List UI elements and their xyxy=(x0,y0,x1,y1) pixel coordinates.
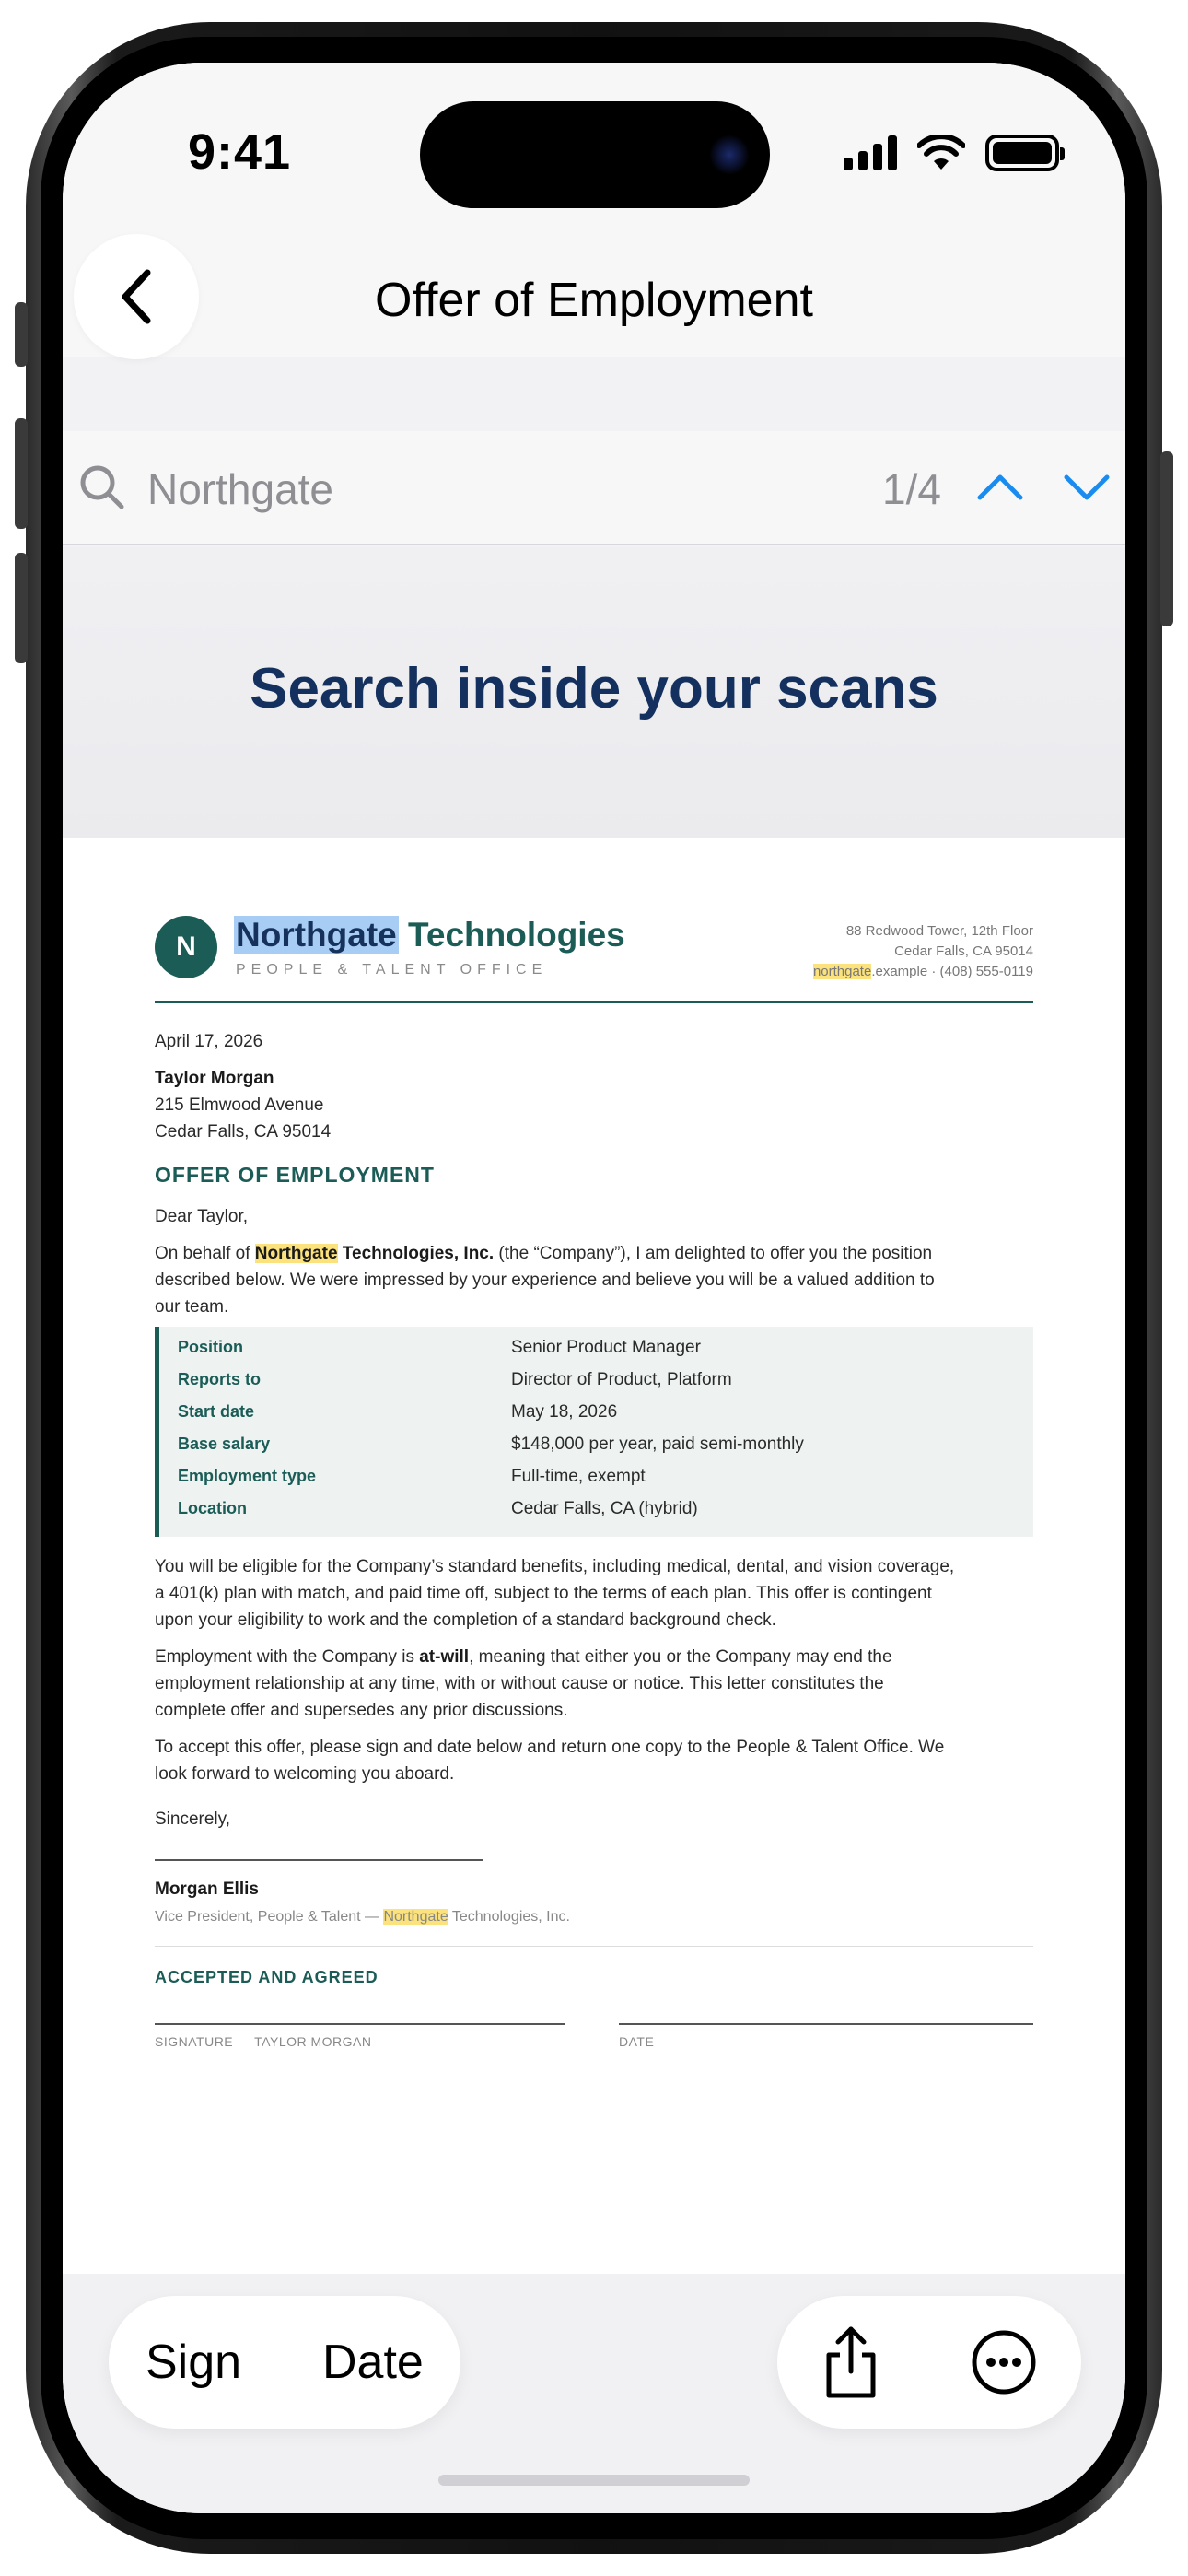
detail-label: Position xyxy=(178,1338,243,1356)
table-row xyxy=(178,1434,1025,1466)
next-match-button[interactable] xyxy=(1063,468,1111,505)
signer-signature-line xyxy=(155,1859,483,1861)
address-line: 88 Redwood Tower, 12th Floor xyxy=(845,923,1033,939)
acceptance-date-line[interactable] xyxy=(619,2023,1033,2025)
section-divider xyxy=(155,1946,1033,1947)
detail-label: Base salary xyxy=(178,1434,271,1453)
atwill-paragraph-line: employment relationship at any time, with or without cause or notice. This letter constitutes the xyxy=(155,1674,884,1693)
page-title: Offer of Employment xyxy=(375,274,813,327)
ellipsis-circle-icon[interactable] xyxy=(967,2325,1041,2399)
closing: Sincerely, xyxy=(155,1809,231,1829)
office-name: PEOPLE & TALENT OFFICE xyxy=(236,962,548,978)
benefits-paragraph-line: a 401(k) plan with match, and paid time off, subject to the terms of each plan. This offer is contingent xyxy=(155,1584,932,1603)
company-address xyxy=(813,921,1033,982)
previous-match-button[interactable] xyxy=(976,468,1024,505)
detail-label: Employment type xyxy=(178,1467,317,1485)
signer-title-text: Technologies, Inc. xyxy=(448,1909,570,1925)
date-button[interactable]: Date xyxy=(322,2336,424,2389)
accept-paragraph-line: look forward to welcoming you aboard. xyxy=(155,1764,455,1784)
detail-value: May 18, 2026 xyxy=(511,1402,618,1422)
detail-value: Senior Product Manager xyxy=(511,1338,701,1357)
intro-paragraph-line: described below. We were impressed by your experience and believe you will be a valued addition to xyxy=(155,1270,935,1290)
company-logo: N xyxy=(155,916,217,978)
screen xyxy=(63,63,1125,2513)
home-indicator xyxy=(438,2475,750,2486)
recipient-name: Taylor Morgan xyxy=(155,1069,274,1088)
recipient-street: 215 Elmwood Avenue xyxy=(155,1095,324,1115)
benefits-paragraph-line: upon your eligibility to work and the completion of a standard background check. xyxy=(155,1610,776,1630)
detail-value: $148,000 per year, paid semi-monthly xyxy=(511,1434,804,1454)
status-bar xyxy=(63,63,1125,247)
detail-value: Full-time, exempt xyxy=(511,1467,646,1486)
accept-paragraph-line: To accept this offer, please sign and date below and return one copy to the People & Talent Office. We xyxy=(155,1738,945,1757)
company-name-rest: Technologies xyxy=(398,916,625,954)
action-button xyxy=(15,302,28,367)
share-icon[interactable] xyxy=(814,2324,888,2401)
signer-title-text: Vice President, People & Talent — xyxy=(155,1909,384,1925)
banner-title: Search inside your scans xyxy=(250,657,938,720)
intro-text: On behalf of xyxy=(155,1244,255,1263)
salutation: Dear Taylor, xyxy=(155,1207,249,1226)
status-icons xyxy=(844,135,1059,171)
promo-banner xyxy=(63,547,1125,838)
cellular-signal-icon xyxy=(844,135,897,170)
letter-heading: OFFER OF EMPLOYMENT xyxy=(155,1163,435,1187)
atwill-paragraph-line xyxy=(155,1644,892,1670)
accepted-heading: ACCEPTED AND AGREED xyxy=(155,1968,379,1986)
date-label: DATE xyxy=(619,2034,655,2049)
detail-label: Start date xyxy=(178,1402,255,1421)
detail-label: Reports to xyxy=(178,1370,261,1388)
detail-value: Director of Product, Platform xyxy=(511,1370,732,1389)
search-icon xyxy=(77,463,125,510)
benefits-paragraph-line: You will be eligible for the Company’s standard benefits, including medical, dental, and vision coverage, xyxy=(155,1557,955,1576)
table-row xyxy=(178,1338,1025,1369)
table-row xyxy=(178,1499,1025,1530)
acceptance-signature-line[interactable] xyxy=(155,2023,565,2025)
atwill-text: Employment with the Company is xyxy=(155,1647,420,1667)
intro-paragraph-line: our team. xyxy=(155,1297,229,1317)
search-input[interactable]: Northgate xyxy=(147,465,334,513)
match-highlight: Northgate xyxy=(254,1244,338,1263)
table-row xyxy=(178,1402,1025,1434)
match-highlight: northgate xyxy=(812,964,872,979)
status-time: 9:41 xyxy=(188,124,292,180)
power-button xyxy=(1160,451,1173,626)
match-count: 1/4 xyxy=(882,465,941,513)
signature-label: SIGNATURE — TAYLOR MORGAN xyxy=(155,2034,372,2049)
detail-label: Location xyxy=(178,1499,247,1517)
search-bar xyxy=(63,431,1125,545)
address-contact xyxy=(813,962,1033,982)
table-row xyxy=(178,1370,1025,1401)
current-match-highlight: Northgate xyxy=(236,916,397,954)
letter-date: April 17, 2026 xyxy=(155,1032,263,1051)
offer-details-table xyxy=(155,1327,1033,1537)
recipient-city: Cedar Falls, CA 95014 xyxy=(155,1122,332,1142)
atwill-paragraph-line: complete offer and supersedes any prior discussions. xyxy=(155,1701,568,1720)
match-highlight: Northgate xyxy=(383,1909,448,1925)
contact-rest: .example · (408) 555-0119 xyxy=(871,964,1033,979)
table-row xyxy=(178,1467,1025,1498)
detail-value: Cedar Falls, CA (hybrid) xyxy=(511,1499,698,1518)
fill-actions-pill xyxy=(109,2296,460,2429)
atwill-text: , meaning that either you or the Company may end the xyxy=(469,1647,892,1667)
intro-text: (the “Company”), I am delighted to offer you the position xyxy=(494,1244,933,1263)
document-page[interactable] xyxy=(63,838,1125,2274)
volume-down-button xyxy=(15,553,28,663)
battery-icon xyxy=(985,135,1059,171)
camera-icon xyxy=(709,135,750,175)
signer-title xyxy=(155,1903,570,1930)
signer-name: Morgan Ellis xyxy=(155,1879,259,1899)
atwill-bold: at-will xyxy=(419,1647,470,1667)
intro-paragraph-line xyxy=(155,1240,932,1267)
address-line: Cedar Falls, CA 95014 xyxy=(894,943,1033,959)
company-name xyxy=(234,916,625,954)
document-actions-pill xyxy=(777,2296,1081,2429)
sign-button[interactable]: Sign xyxy=(146,2336,242,2389)
intro-bold: Technologies, Inc. xyxy=(337,1244,495,1263)
header-rule xyxy=(155,1001,1033,1003)
wifi-icon xyxy=(917,135,965,171)
volume-up-button xyxy=(15,418,28,529)
